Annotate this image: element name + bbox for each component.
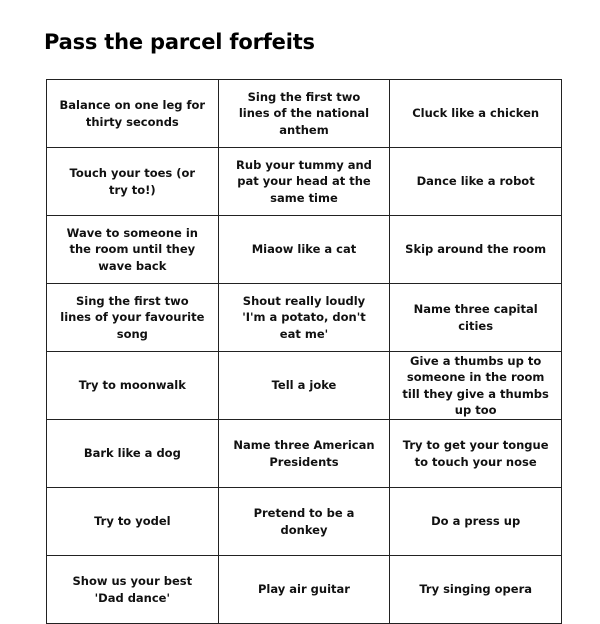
forfeit-cell: Do a press up xyxy=(390,488,562,556)
forfeits-grid xyxy=(46,79,562,624)
forfeit-row xyxy=(47,284,562,352)
page-title: Pass the parcel forfeits xyxy=(44,30,315,54)
forfeit-cell: Tell a joke xyxy=(218,352,390,420)
forfeit-cell: Play air guitar xyxy=(218,556,390,624)
forfeit-cell: Wave to someone in the room until they wave back xyxy=(47,216,219,284)
forfeit-cell: Name three American Presidents xyxy=(218,420,390,488)
forfeit-cell: Try to moonwalk xyxy=(47,352,219,420)
forfeit-cell: Dance like a robot xyxy=(390,148,562,216)
forfeit-cell: Rub your tummy and pat your head at the same time xyxy=(218,148,390,216)
forfeit-row xyxy=(47,216,562,284)
forfeit-cell: Miaow like a cat xyxy=(218,216,390,284)
forfeit-cell: Try to yodel xyxy=(47,488,219,556)
forfeit-cell: Name three capital cities xyxy=(390,284,562,352)
forfeit-cell: Shout really loudly 'I'm a potato, don't eat me' xyxy=(218,284,390,352)
forfeit-cell: Try to get your tongue to touch your nose xyxy=(390,420,562,488)
forfeit-row xyxy=(47,556,562,624)
forfeit-cell: Skip around the room xyxy=(390,216,562,284)
forfeit-cell: Sing the first two lines of your favourite song xyxy=(47,284,219,352)
forfeit-cell: Cluck like a chicken xyxy=(390,80,562,148)
forfeit-row xyxy=(47,148,562,216)
forfeit-cell: Bark like a dog xyxy=(47,420,219,488)
forfeit-cell: Touch your toes (or try to!) xyxy=(47,148,219,216)
forfeit-cell: Give a thumbs up to someone in the room till they give a thumbs up too xyxy=(390,352,562,420)
forfeit-cell: Try singing opera xyxy=(390,556,562,624)
forfeit-row xyxy=(47,80,562,148)
forfeit-cell: Pretend to be a donkey xyxy=(218,488,390,556)
forfeit-row xyxy=(47,420,562,488)
forfeit-cell: Balance on one leg for thirty seconds xyxy=(47,80,219,148)
forfeit-cell: Sing the first two lines of the national anthem xyxy=(218,80,390,148)
forfeit-row xyxy=(47,352,562,420)
forfeit-cell: Show us your best 'Dad dance' xyxy=(47,556,219,624)
forfeit-row xyxy=(47,488,562,556)
